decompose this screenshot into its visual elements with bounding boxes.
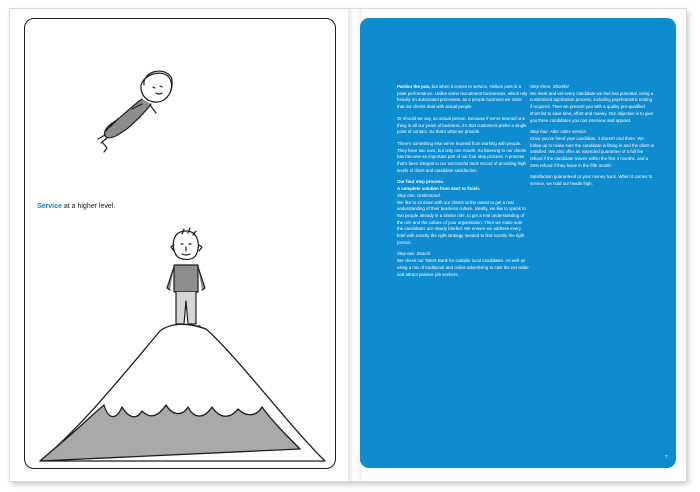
text-column-right <box>530 84 654 193</box>
brochure-spread <box>10 9 686 481</box>
paragraph-3: There's something else we've learned from working with people. They have two ears, but only one mouth. So listening to our clients has become an important part of our four step process. A process that's been integral to our successful track record of providing high levels of client and candidate satisfaction. <box>397 140 527 173</box>
mountain-peak <box>40 324 325 461</box>
page-number: 7 <box>665 454 668 459</box>
standing-man-figure <box>167 228 205 326</box>
floating-woman-figure <box>98 71 172 152</box>
step2-title: Step two. Search. <box>397 251 432 257</box>
text-column-left <box>397 84 529 283</box>
process-heading-1: Our four step process. <box>397 179 445 185</box>
paragraph-2: Or should we say, an actual person. Because if we've learned one thing in all our years of business, it's that customers prefer a single point of contact. So that's what we provide. <box>397 115 527 135</box>
tagline-accent: Service <box>37 203 62 210</box>
step2-body: We check our Talent Bank for suitable local candidates. As well as using a mix of traditional and online advertising to cast the net wider and attract passive job seekers. <box>397 258 529 277</box>
closing-paragraph: Satisfaction guaranteed or your money back. When it comes to service, we hold our heads high. <box>530 174 653 187</box>
step4-title: Step four. After sales service. <box>530 129 588 135</box>
step3-paragraph <box>530 84 654 124</box>
process-heading <box>397 179 529 246</box>
step3-body: We meet and vet every candidate we feel has potential, using a customised application process, including psychometric testing if required. Then we present you with a quality pre-qualified short list to save time, effort and money. Our objective is to give you three candidates you can interview and appoint. <box>530 90 654 123</box>
tagline-rest: at a higher level. <box>61 203 116 210</box>
step2-paragraph <box>397 251 529 278</box>
intro-lead: Pardon the pun, <box>397 84 431 89</box>
mountain-illustration <box>10 9 350 481</box>
process-heading-2: A complete solution from start to finish. <box>397 186 481 192</box>
tagline <box>37 203 115 210</box>
intro-paragraph <box>397 84 529 111</box>
step3-title: Step three. Shortlist <box>530 84 569 89</box>
step1-title: Step one. Understand. <box>397 192 441 198</box>
blue-text-panel <box>360 18 676 468</box>
step4-body: Once you've hired your candidate, it doesn't end there. We follow up to make sure the candidate is fitting in and the client is satisfied. We also offer an extended guarantee of a full fee refund if the candidate leaves within the first 4 months, and a 25% refund if they leave in the fifth month. <box>530 135 654 168</box>
step1-body: We like to sit down with our clients at the outset to get a real understanding of their business culture. Ideally, we like to speak to two people already in a similar role, to get a real understanding of the role and the culture of your organisation. Then we make sure the candidates are clearly briefed. We ensure we address every brief with exactly the right strategy needed to find exactly the right person. <box>397 199 526 245</box>
step4-paragraph <box>530 129 654 169</box>
intro-body: but when it comes to service, Helium puts in a peak performance. Unlike some recruitment businesses, which rely heavily on automated processes, as a people business we insist that our clients deal with actual people. <box>397 84 528 110</box>
